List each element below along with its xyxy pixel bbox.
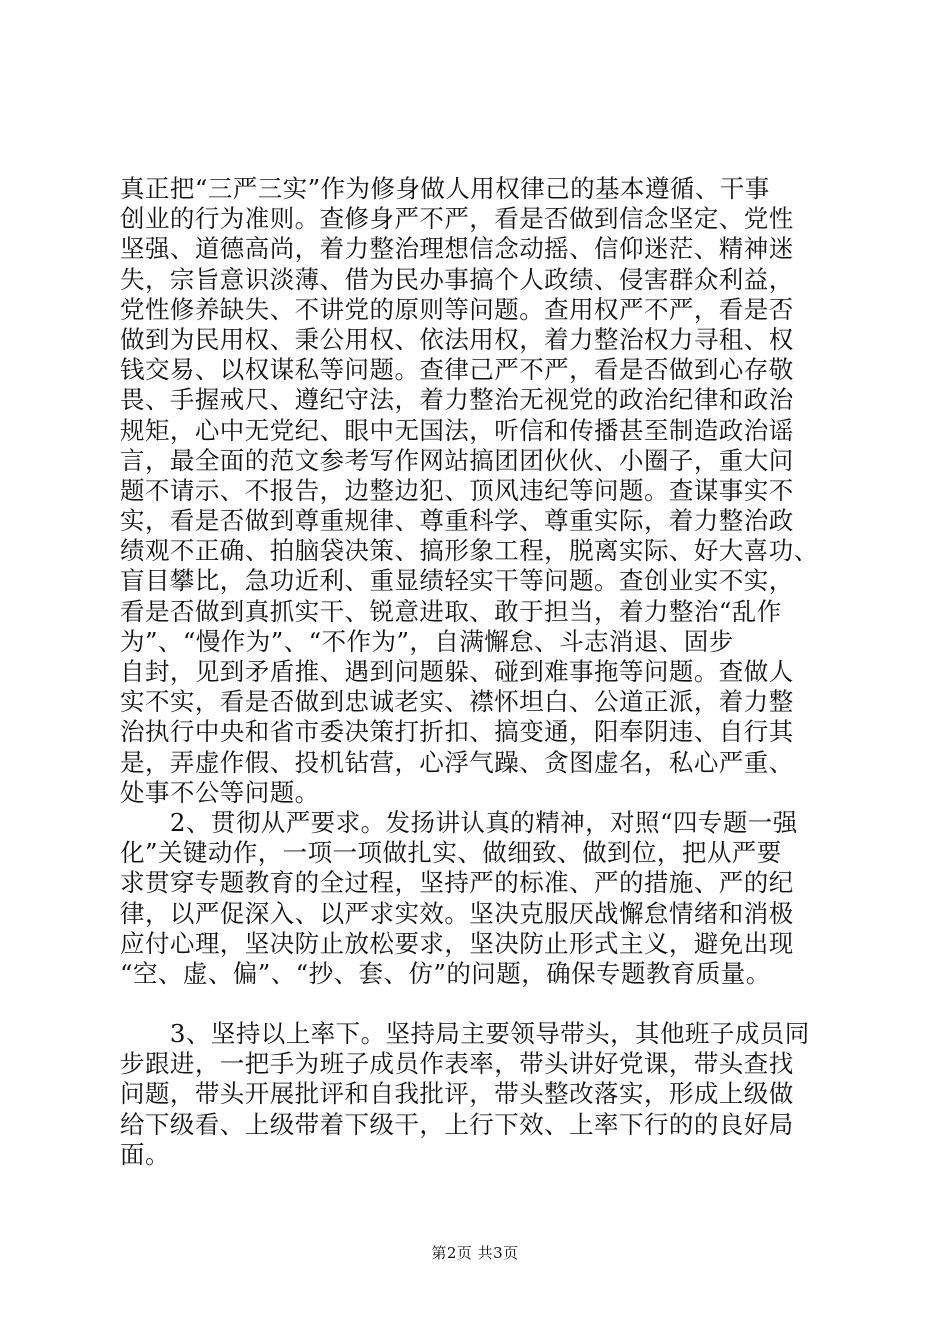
paragraph-1 bbox=[120, 174, 836, 808]
text-line: 真正把“三严三实”作为修身做人用权律己的基本遵循、干事 bbox=[120, 174, 770, 203]
text-line: 3、坚持以上率下。坚持局主要领导带头，其他班子成员同 bbox=[120, 1019, 810, 1049]
text-line: 绩观不正确、拍脑袋决策、搞形象工程，脱离实际、好大喜功、 bbox=[120, 536, 819, 566]
text-line: 做到为民用权、秉公用权、依法用权，着力整治权力寻租、权 bbox=[120, 324, 794, 354]
text-line: 化”关键动作，一项一项做扎实、做细致、做到位，把从严要 bbox=[120, 838, 782, 868]
text-line: 题不请示、不报告，边整边犯、顶风违纪等问题。查谋事实不 bbox=[120, 475, 794, 505]
text-line: 看是否做到真抓实干、锐意进取、敢于担当，着力整治“乱作 bbox=[120, 596, 782, 626]
text-line: 问题，带头开展批评和自我批评，带头整改落实，形成上级做 bbox=[120, 1079, 794, 1109]
text-line: 应付心理，坚决防止放松要求，坚决防止形式主义，避免出现 bbox=[120, 928, 794, 958]
page-number: 第2页 共3页 bbox=[431, 1244, 519, 1262]
text-line: 给下级看、上级带着下级干，上行下效、上率下行的的良好局 bbox=[120, 1109, 794, 1139]
text-line: 言，最全面的范文参考写作网站搞团团伙伙、小圈子，重大问 bbox=[120, 445, 794, 475]
text-line: 实，看是否做到尊重规律、尊重科学、尊重实际，着力整治政 bbox=[120, 506, 794, 536]
text-line: 创业的行为准则。查修身严不严，看是否做到信念坚定、党性 bbox=[120, 204, 794, 234]
text-line: 失，宗旨意识淡薄、借为民办事搞个人政绩、侵害群众利益， bbox=[120, 264, 794, 294]
text-line: 畏、手握戒尺、遵纪守法，着力整治无视党的政治纪律和政治 bbox=[120, 385, 794, 415]
paragraph-spacer bbox=[120, 989, 836, 1019]
text-line: 面。 bbox=[120, 1139, 170, 1169]
text-line: 盲目攀比，急功近利、重显绩轻实干等问题。查创业实不实， bbox=[120, 566, 794, 596]
text-line: 2、贯彻从严要求。发扬讲认真的精神，对照“四专题一强 bbox=[120, 807, 798, 837]
paragraph-2 bbox=[120, 808, 836, 989]
text-line: 律，以严促深入、以严求实效。坚决克服厌战懈怠情绪和消极 bbox=[120, 898, 794, 928]
text-line: 自封，见到矛盾推、遇到问题躲、碰到难事拖等问题。查做人 bbox=[120, 657, 794, 686]
document-body bbox=[120, 174, 836, 1170]
text-line: 规矩，心中无党纪、眼中无国法，听信和传播甚至制造政治谣 bbox=[120, 415, 794, 445]
text-line: 是，弄虚作假、投机钻营，心浮气躁、贪图虚名，私心严重、 bbox=[120, 747, 794, 777]
text-line: “空、虚、偏”、“抄、套、仿”的问题，确保专题教育质量。 bbox=[120, 958, 771, 988]
paragraph-3 bbox=[120, 1019, 836, 1170]
text-line: 步跟进，一把手为班子成员作表率，带头讲好党课，带头查找 bbox=[120, 1049, 794, 1079]
text-line: 求贯穿专题教育的全过程，坚持严的标准、严的措施、严的纪 bbox=[120, 868, 794, 898]
text-line: 实不实，看是否做到忠诚老实、襟怀坦白、公道正派，着力整 bbox=[120, 687, 794, 717]
text-line: 坚强、道德高尚，着力整治理想信念动摇、信仰迷茫、精神迷 bbox=[120, 234, 794, 264]
text-line: 钱交易、以权谋私等问题。查律己严不严，看是否做到心存敬 bbox=[120, 355, 794, 385]
text-line: 为”、“慢作为”、“不作为”，自满懈怠、斗志消退、固步 bbox=[120, 626, 734, 656]
text-line: 党性修养缺失、不讲党的原则等问题。查用权严不严，看是否 bbox=[120, 294, 794, 324]
text-line: 治执行中央和省市委决策打折扣、搞变通，阳奉阴违、自行其 bbox=[120, 717, 794, 747]
text-line: 处事不公等问题。 bbox=[120, 777, 320, 807]
